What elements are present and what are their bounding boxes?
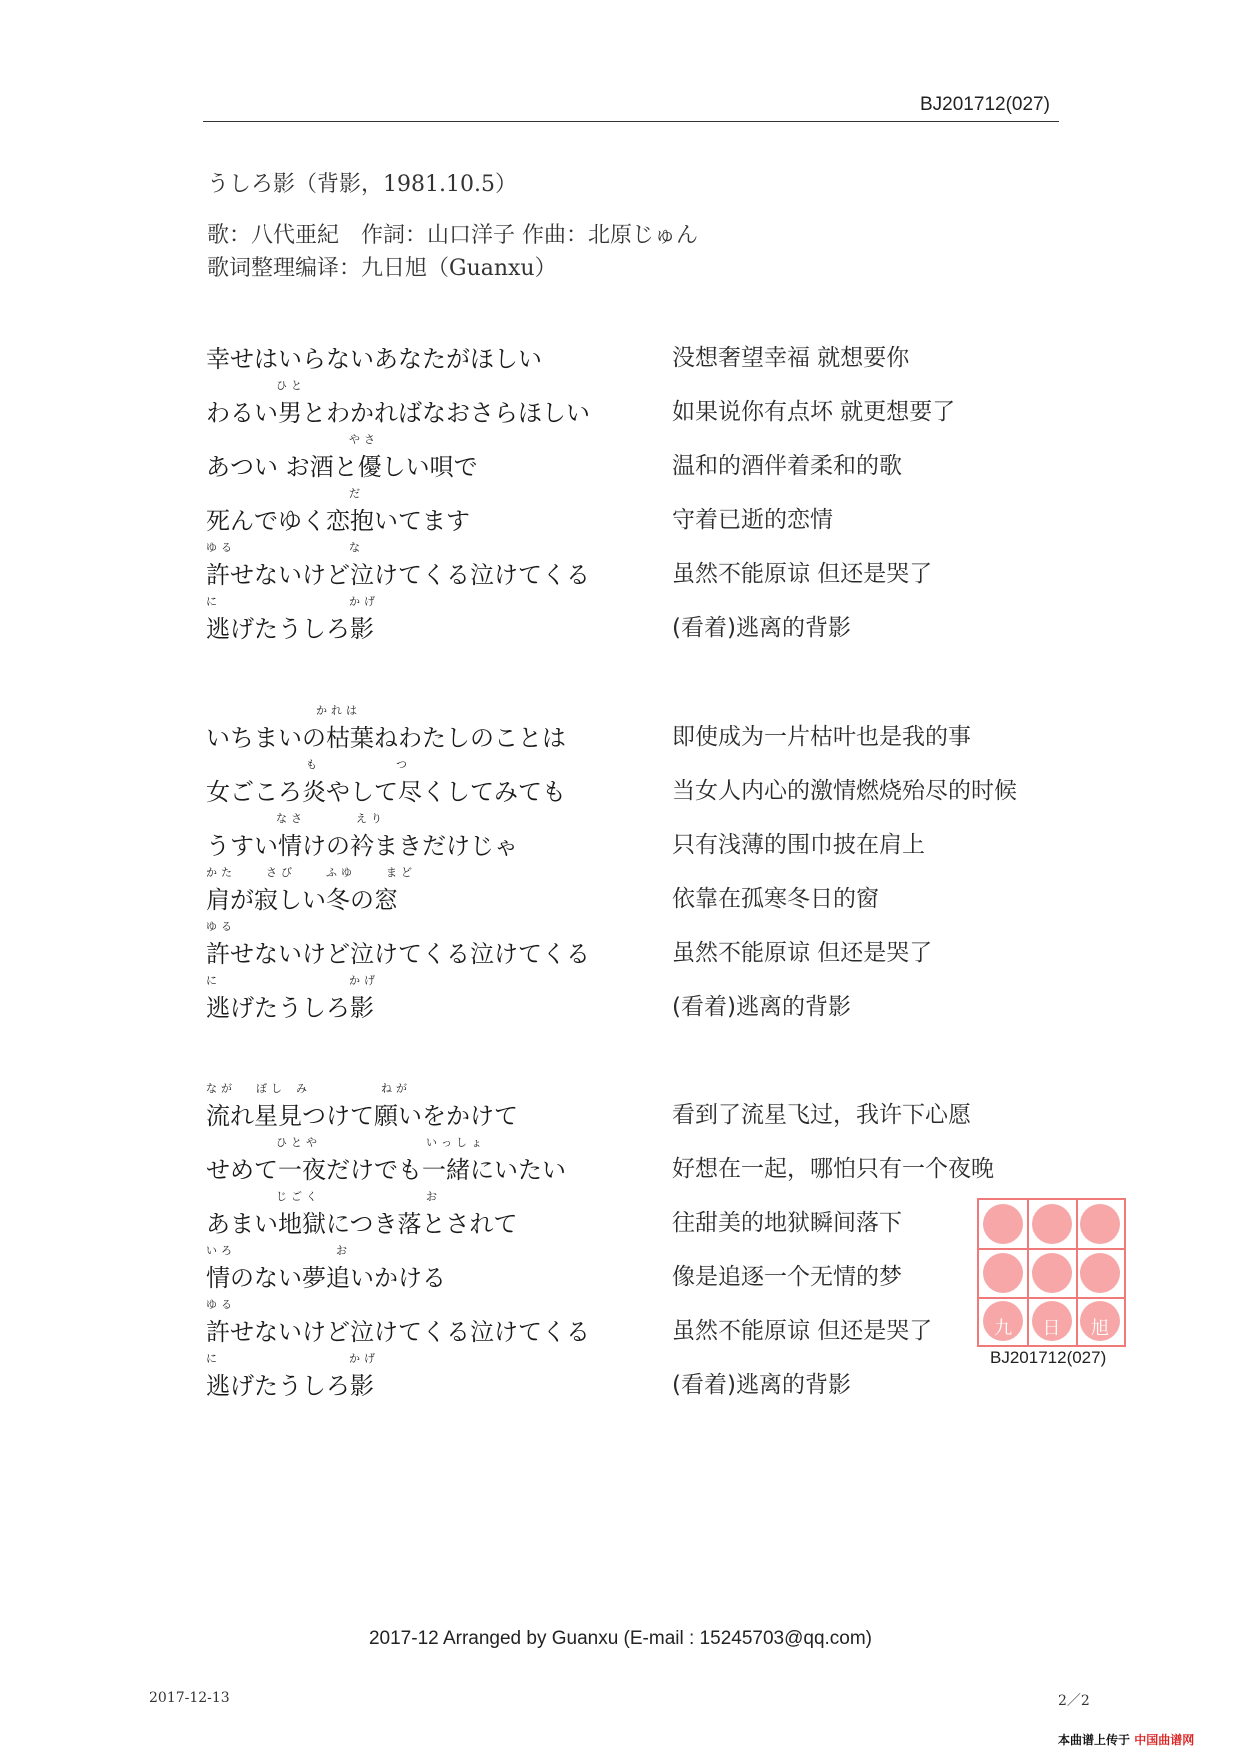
stamp-grid-line	[1027, 1200, 1029, 1345]
furigana-reading: お	[336, 1244, 351, 1257]
lyric-text-japanese: 逃げたうしろ影	[206, 994, 374, 1022]
lyric-text-chinese: 看到了流星飞过，我许下心愿	[672, 1102, 971, 1128]
lyric-text-japanese: わるい男とわかればなおさらほしい	[206, 399, 590, 427]
stamp-dot	[1032, 1204, 1072, 1244]
song-credits: 歌：八代亜紀 作詞：山口洋子 作曲：北原じゅん	[207, 223, 698, 248]
footer-arranged-by: 2017-12 Arranged by Guanxu (E-mail : 15245703@qq.com)	[368, 1628, 873, 1649]
lyric-text-japanese: 死んでゆく恋抱いてます	[206, 507, 470, 535]
furigana-reading: いっしょ	[426, 1136, 486, 1149]
lyric-text-chinese: 当女人内心的激情燃烧殆尽的时候	[672, 778, 1017, 804]
stamp-dot	[1032, 1253, 1072, 1293]
furigana-reading: ゆる	[206, 920, 236, 933]
stamp-grid-line	[979, 1248, 1124, 1250]
lyric-text-japanese: 流れ星見つけて願いをかけて	[206, 1102, 518, 1130]
stamp-character: 旭	[1090, 1317, 1109, 1339]
furigana-reading: ふゆ	[326, 866, 356, 879]
stamp-character: 日	[1042, 1317, 1061, 1339]
lyric-text-japanese: あつい お酒と優しい唄で	[206, 453, 478, 481]
furigana-reading: かれは	[316, 704, 361, 717]
furigana-reading: み	[296, 1082, 311, 1095]
lyric-text-chinese: 只有浅薄的围巾披在肩上	[672, 832, 925, 858]
furigana-reading: に	[206, 595, 221, 608]
furigana-reading: な	[349, 541, 364, 554]
lyric-text-japanese: 許せないけど泣けてくる泣けてくる	[206, 940, 590, 968]
lyric-text-japanese: 逃げたうしろ影	[206, 1372, 374, 1400]
stamp-dot	[1080, 1204, 1120, 1244]
footer-source-prefix: 本曲谱上传于	[1058, 1733, 1131, 1747]
footer-source-site: 中国曲谱网	[1134, 1733, 1195, 1747]
lyric-text-japanese: 逃げたうしろ影	[206, 615, 374, 643]
lyric-text-japanese: いちまいの枯葉ねわたしのことは	[206, 724, 566, 752]
lyric-text-chinese: (看着)逃离的背影	[672, 994, 851, 1020]
lyric-text-japanese: せめて一夜だけでも一緒にいたい	[206, 1156, 566, 1184]
lyric-text-chinese: 如果说你有点坏 就更想要了	[672, 399, 956, 425]
lyric-text-chinese: (看着)逃离的背影	[672, 1372, 851, 1398]
lyric-text-japanese: うすい情けの衿まきだけじゃ	[206, 832, 518, 860]
stamp-dot	[983, 1204, 1023, 1244]
lyric-text-japanese: あまい地獄につき落とされて	[206, 1210, 518, 1238]
lyric-text-chinese: 像是追逐一个无情的梦	[672, 1264, 902, 1290]
furigana-reading: だ	[349, 487, 364, 500]
furigana-reading: かげ	[349, 595, 379, 608]
song-arranger: 歌词整理编译：九日旭（Guanxu）	[207, 256, 557, 281]
furigana-reading: かげ	[349, 1352, 379, 1365]
furigana-reading: つ	[396, 758, 411, 771]
furigana-reading: ゆる	[206, 1298, 236, 1311]
lyric-text-chinese: 往甜美的地狱瞬间落下	[672, 1210, 902, 1236]
lyric-text-chinese: 依靠在孤寒冬日的窗	[672, 886, 879, 912]
lyric-text-chinese: 温和的酒伴着柔和的歌	[672, 453, 902, 479]
author-seal-stamp	[977, 1198, 1126, 1347]
furigana-reading: ひとや	[276, 1136, 321, 1149]
furigana-reading: なさ	[276, 812, 306, 825]
lyric-text-chinese: 没想奢望幸福 就想要你	[672, 345, 910, 371]
furigana-reading: さび	[266, 866, 296, 879]
furigana-reading: も	[306, 758, 321, 771]
furigana-reading: えり	[356, 812, 386, 825]
song-title: うしろ影（背影，1981.10.5）	[207, 172, 517, 197]
footer-page-number: 2／2	[1058, 1693, 1090, 1709]
furigana-reading: に	[206, 1352, 221, 1365]
stamp-dot	[983, 1253, 1023, 1293]
furigana-reading: ゆる	[206, 541, 236, 554]
lyric-text-chinese: (看着)逃离的背影	[672, 615, 851, 641]
furigana-reading: ねが	[381, 1082, 411, 1095]
lyric-text-japanese: 肩が寂しい冬の窓	[206, 886, 398, 914]
lyric-text-chinese: 守着已逝的恋情	[672, 507, 833, 533]
furigana-reading: に	[206, 974, 221, 987]
lyric-text-japanese: 女ごころ炎やして尽くしてみても	[206, 778, 566, 806]
lyric-text-chinese: 虽然不能原谅 但还是哭了	[672, 561, 933, 587]
document-code: BJ201712(027)	[920, 94, 1050, 115]
furigana-reading: なが	[206, 1082, 236, 1095]
lyric-text-japanese: 情のない夢追いかける	[206, 1264, 446, 1292]
stamp-dot	[1080, 1253, 1120, 1293]
furigana-reading: やさ	[349, 433, 379, 446]
furigana-reading: まど	[386, 866, 416, 879]
lyric-text-chinese: 即使成为一片枯叶也是我的事	[672, 724, 971, 750]
header-rule	[203, 121, 1059, 122]
furigana-reading: かた	[206, 866, 236, 879]
lyric-text-chinese: 虽然不能原谅 但还是哭了	[672, 1318, 933, 1344]
stamp-character: 九	[994, 1317, 1013, 1339]
lyric-text-japanese: 許せないけど泣けてくる泣けてくる	[206, 561, 590, 589]
stamp-grid-line	[1076, 1200, 1078, 1345]
furigana-reading: いろ	[206, 1244, 236, 1257]
furigana-reading: かげ	[349, 974, 379, 987]
footer-source	[1058, 1731, 1194, 1748]
stamp-code: BJ201712(027)	[990, 1348, 1107, 1367]
lyric-text-japanese: 幸せはいらないあなたがほしい	[206, 345, 542, 373]
lyric-text-chinese: 虽然不能原谅 但还是哭了	[672, 940, 933, 966]
footer-date: 2017-12-13	[149, 1690, 230, 1706]
furigana-reading: お	[426, 1190, 441, 1203]
furigana-reading: ひと	[276, 379, 306, 392]
lyric-text-chinese: 好想在一起，哪怕只有一个夜晚	[672, 1156, 994, 1182]
furigana-reading: ぼし	[256, 1082, 286, 1095]
stamp-grid-line	[979, 1297, 1124, 1299]
lyric-text-japanese: 許せないけど泣けてくる泣けてくる	[206, 1318, 590, 1346]
furigana-reading: じごく	[276, 1190, 321, 1203]
